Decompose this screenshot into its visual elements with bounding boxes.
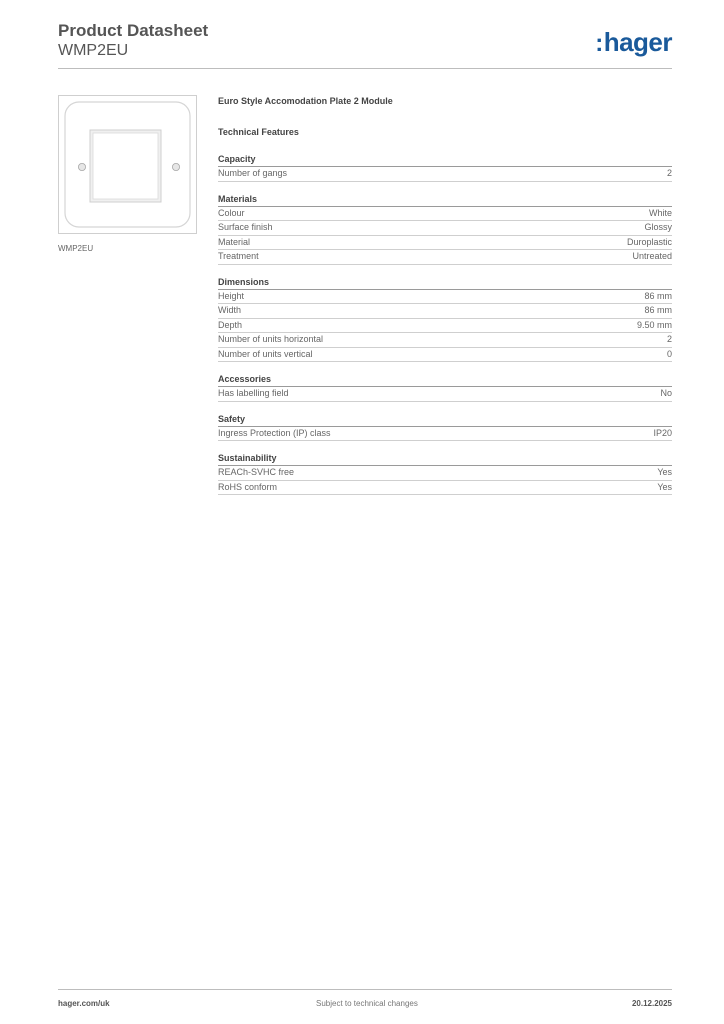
spec-label: Material bbox=[218, 236, 251, 247]
spec-value: 0 bbox=[666, 348, 672, 359]
header bbox=[58, 21, 208, 61]
spec-row bbox=[218, 304, 672, 319]
spec-section bbox=[218, 373, 672, 402]
spec-section bbox=[218, 413, 672, 442]
spec-section bbox=[218, 193, 672, 265]
spec-value: 2 bbox=[666, 334, 672, 345]
spec-value: Duroplastic bbox=[626, 236, 672, 247]
spec-table bbox=[218, 95, 672, 506]
spec-value: 9.50 mm bbox=[636, 319, 672, 330]
spec-value: Untreated bbox=[632, 251, 672, 262]
footer-date: 20.12.2025 bbox=[631, 999, 672, 1008]
spec-row bbox=[218, 290, 672, 305]
spec-value: Yes bbox=[657, 467, 672, 478]
spec-value: No bbox=[660, 388, 672, 399]
footer-website-link[interactable]: hager.com/uk bbox=[58, 999, 110, 1008]
spec-row bbox=[218, 466, 672, 481]
spec-row bbox=[218, 221, 672, 236]
spec-value: Glossy bbox=[644, 222, 672, 233]
header-divider bbox=[58, 68, 672, 69]
spec-label: Number of gangs bbox=[218, 168, 288, 179]
spec-value: 86 mm bbox=[644, 290, 672, 301]
spec-row bbox=[218, 319, 672, 334]
logo-mark-icon: : bbox=[595, 30, 603, 57]
hager-logo bbox=[595, 28, 672, 58]
section-title: Dimensions bbox=[218, 276, 672, 290]
image-caption: WMP2EU bbox=[58, 244, 94, 253]
spec-value: IP20 bbox=[653, 427, 672, 438]
footer-divider bbox=[58, 989, 672, 990]
spec-label: Surface finish bbox=[218, 222, 273, 233]
spec-section bbox=[218, 452, 672, 495]
product-name: Euro Style Accomodation Plate 2 Module bbox=[218, 96, 393, 106]
spec-label: Ingress Protection (IP) class bbox=[218, 427, 331, 438]
spec-label: Depth bbox=[218, 319, 243, 330]
spec-value: 86 mm bbox=[644, 305, 672, 316]
spec-row bbox=[218, 481, 672, 496]
spec-label: REACh-SVHC free bbox=[218, 467, 295, 478]
spec-label: Number of units vertical bbox=[218, 348, 313, 359]
spec-label: Has labelling field bbox=[218, 388, 289, 399]
technical-features-heading: Technical Features bbox=[218, 127, 299, 137]
section-title: Safety bbox=[218, 413, 672, 427]
page-title: Product Datasheet bbox=[58, 21, 209, 40]
product-code: WMP2EU bbox=[58, 42, 129, 59]
spec-row bbox=[218, 333, 672, 348]
footer-notice: Subject to technical changes bbox=[316, 999, 418, 1008]
spec-row bbox=[218, 427, 672, 442]
spec-row bbox=[218, 236, 672, 251]
spec-row bbox=[218, 167, 672, 182]
spec-label: Treatment bbox=[218, 251, 259, 262]
spec-label: Colour bbox=[218, 207, 245, 218]
spec-label: Width bbox=[218, 305, 242, 316]
spec-label: RoHS conform bbox=[218, 481, 278, 492]
spec-value: 2 bbox=[666, 168, 672, 179]
logo-text: hager bbox=[603, 27, 672, 57]
spec-section bbox=[218, 153, 672, 182]
plate-icon bbox=[59, 96, 196, 233]
product-image bbox=[58, 95, 197, 234]
section-title: Sustainability bbox=[218, 452, 672, 466]
section-title: Capacity bbox=[218, 153, 672, 167]
spec-section bbox=[218, 276, 672, 363]
spec-row bbox=[218, 207, 672, 222]
section-title: Materials bbox=[218, 193, 672, 207]
spec-label: Height bbox=[218, 290, 245, 301]
spec-row bbox=[218, 250, 672, 265]
spec-label: Number of units horizontal bbox=[218, 334, 324, 345]
spec-value: Yes bbox=[657, 481, 672, 492]
spec-value: White bbox=[648, 207, 672, 218]
spec-row bbox=[218, 348, 672, 363]
section-title: Accessories bbox=[218, 373, 672, 387]
spec-row bbox=[218, 387, 672, 402]
